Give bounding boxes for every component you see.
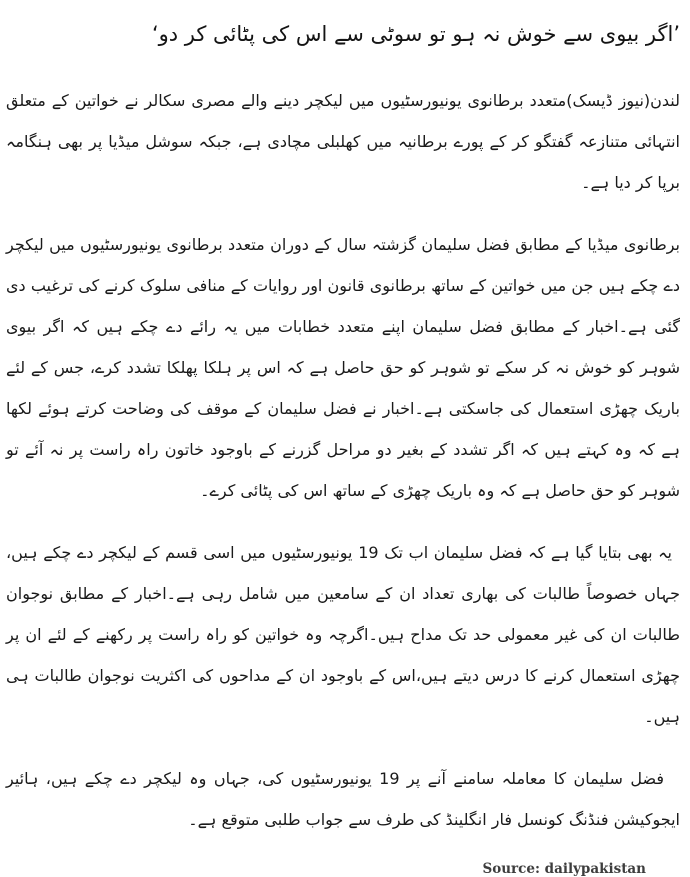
article-title: ’اگر بیوی سے خوش نہ ہو تو سوٹی سے اس کی پٹائی کر دو‘ (151, 22, 680, 46)
paragraph-funding-council: فضل سلیمان کا معاملہ سامنے آنے پر 19 یونیورسٹیوں کی، جہاں وہ لیکچر دے چکے ہیں، ہائیر ایجوکیشن فنڈنگ کونسل فار انگلینڈ کی طرف سے جواب طلبی متوقع ہے۔ (6, 768, 680, 829)
source-credit: Source: dailypakistan (482, 860, 646, 877)
paragraph-intro: لندن(نیوز ڈیسک)متعدد برطانوی یونیورسٹیوں میں لیکچر دینے والے مصری سکالر نے خواتین کے متعلق انتہائی متنازعہ گفتگو کر کے پورے برطانیہ میں کھلبلی مچادی ہے، جبکہ سوشل میڈیا پر بھی ہنگامہ برپا کر دیا ہے۔ (6, 90, 680, 192)
paragraph-media-report: برطانوی میڈیا کے مطابق فضل سلیمان گزشتہ سال کے دوران متعدد برطانوی یونیورسٹیوں میں لیکچر دے چکے ہیں جن میں خواتین کے ساتھ برطانوی قانون اور روایات کے منافی سلوک کرنے کی ترغیب دی گئی ہے۔اخبار کے مطابق فضل سلیمان اپنے متعدد خطابات میں یہ رائے دے چکے ہیں کہ اگر بیوی شوہر کو خوش نہ کر سکے تو شوہر کو حق حاصل ہے کہ اس پر ہلکا پھلکا تشدد کرے، جس کے لئے باریک چھڑی استعمال کی جاسکتی ہے۔اخبار نے فضل سلیمان کے موقف کی وضاحت کرتے ہوئے لکھا ہے کہ وہ کہتے ہیں کہ اگر تشدد کے بغیر دو مراحل گزرنے کے باوجود خاتون راہ راست پر نہ آئے تو شوہر کو حق حاصل ہے کہ وہ باریک چھڑی کے ساتھ اس کی پٹائی کرے۔ (6, 234, 680, 500)
paragraph-lectures-count: یہ بھی بتایا گیا ہے کہ فضل سلیمان اب تک 19 یونیورسٹیوں میں اسی قسم کے لیکچر دے چکے ہیں، جہاں خصوصاً طالبات کی بھاری تعداد ان کے سامعین میں شامل رہی ہے۔اخبار کے مطابق نوجوان طالبات ان کی غیر معمولی حد تک مداح ہیں۔اگرچہ وہ خواتین کو راہ راست پر رکھنے کے لئے ان پر چھڑی استعمال کرنے کا درس دیتے ہیں،اس کے باوجود ان کے مداحوں کی اکثریت نوجوان طالبات ہی ہیں۔ (6, 542, 680, 726)
